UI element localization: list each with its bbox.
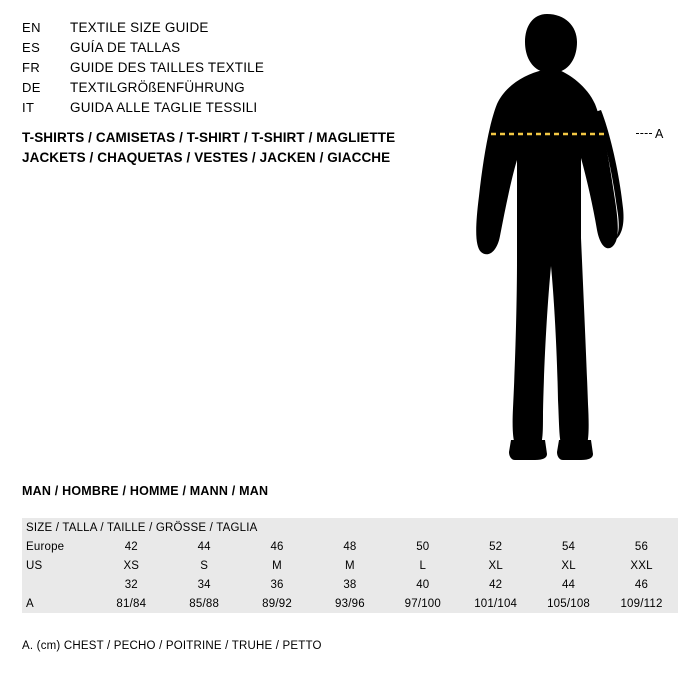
row-label: Europe	[22, 537, 95, 556]
language-row	[22, 58, 442, 78]
cell: 56	[605, 537, 678, 556]
cell: 46	[241, 537, 314, 556]
male-silhouette-figure	[455, 8, 695, 468]
cell: 48	[314, 537, 387, 556]
cell: XL	[532, 556, 605, 575]
cell: 42	[459, 575, 532, 594]
category-list	[22, 128, 452, 168]
language-code: DE	[22, 80, 41, 95]
language-code: IT	[22, 100, 35, 115]
cell: 50	[386, 537, 459, 556]
table-row	[22, 537, 678, 556]
cell: XXL	[605, 556, 678, 575]
cell: 97/100	[386, 594, 459, 613]
language-text: GUIDA ALLE TAGLIE TESSILI	[70, 100, 258, 115]
cell: 46	[605, 575, 678, 594]
table-row	[22, 575, 678, 594]
cell: XL	[459, 556, 532, 575]
table-row	[22, 556, 678, 575]
language-row	[22, 78, 442, 98]
category-line: JACKETS / CHAQUETAS / VESTES / JACKEN / GIACCHE	[22, 150, 391, 165]
cell: 38	[314, 575, 387, 594]
language-text: TEXTILE SIZE GUIDE	[70, 20, 209, 35]
cell: 105/108	[532, 594, 605, 613]
table-header-band-label: SIZE / TALLA / TAILLE / GRÖSSE / TAGLIA	[22, 518, 678, 537]
measure-leader-line	[636, 133, 652, 134]
cell: XS	[95, 556, 168, 575]
cell: M	[314, 556, 387, 575]
measure-label-a: A	[655, 127, 664, 141]
language-row	[22, 38, 442, 58]
cell: 32	[95, 575, 168, 594]
category-line: T-SHIRTS / CAMISETAS / T-SHIRT / T-SHIRT / MAGLIETTE	[22, 130, 396, 145]
table-group-title: MAN / HOMBRE / HOMME / MANN / MAN	[22, 484, 269, 498]
table-header-band	[22, 518, 678, 537]
table-row	[22, 594, 678, 613]
cell: S	[168, 556, 241, 575]
size-table	[22, 518, 678, 613]
cell: 42	[95, 537, 168, 556]
cell: 54	[532, 537, 605, 556]
cell: 40	[386, 575, 459, 594]
row-label	[22, 575, 95, 594]
language-code: EN	[22, 20, 41, 35]
cell: 101/104	[459, 594, 532, 613]
cell: 44	[168, 537, 241, 556]
row-label: A	[22, 594, 95, 613]
table-footnote: A. (cm) CHEST / PECHO / POITRINE / TRUHE / PETTO	[22, 640, 322, 652]
cell: 34	[168, 575, 241, 594]
language-row	[22, 18, 442, 38]
cell: 81/84	[95, 594, 168, 613]
language-text: TEXTILGRÖßENFÜHRUNG	[70, 80, 245, 95]
row-label: US	[22, 556, 95, 575]
language-row	[22, 98, 442, 118]
cell: 36	[241, 575, 314, 594]
language-text: GUÍA DE TALLAS	[70, 40, 181, 55]
cell: 52	[459, 537, 532, 556]
cell: L	[386, 556, 459, 575]
cell: 44	[532, 575, 605, 594]
language-code: FR	[22, 60, 41, 75]
language-list	[22, 18, 442, 118]
cell: M	[241, 556, 314, 575]
cell: 109/112	[605, 594, 678, 613]
cell: 93/96	[314, 594, 387, 613]
language-text: GUIDE DES TAILLES TEXTILE	[70, 60, 265, 75]
language-code: ES	[22, 40, 41, 55]
cell: 89/92	[241, 594, 314, 613]
cell: 85/88	[168, 594, 241, 613]
